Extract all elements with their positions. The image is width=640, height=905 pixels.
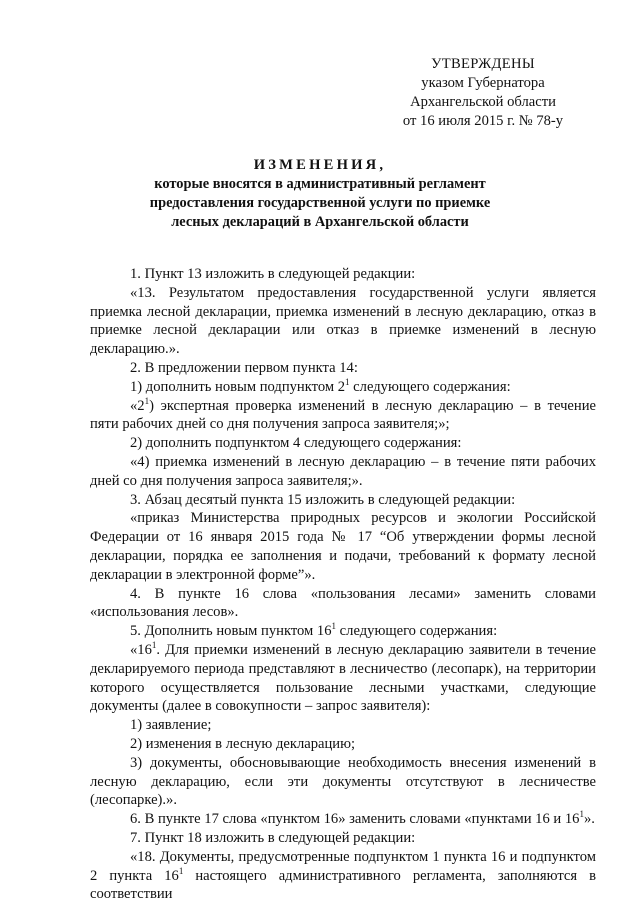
paragraph-18 [90, 848, 596, 904]
approval-title: УТВЕРЖДЕНЫ [431, 56, 535, 72]
superscript: 1 [151, 639, 157, 650]
paragraph-4-text-a: 1) дополнить новым подпунктом 2 [130, 378, 346, 395]
paragraph-4-text-b: следующего содержания: [349, 378, 511, 395]
paragraph-8: 3. Абзац десятый пункта 15 изложить в следующей редакции: [130, 491, 516, 508]
heading-line-1: которые вносятся в административный регламент [154, 176, 486, 192]
approval-stamp [383, 55, 583, 131]
paragraph-5-text-a: «2 [130, 397, 145, 414]
superscript: 1 [345, 376, 350, 387]
paragraph-5 [90, 397, 596, 435]
superscript: 1 [178, 865, 184, 876]
paragraph-12-text-a: «16 [130, 641, 152, 658]
paragraph-10: 4. В пункте 16 слова «пользования лесами» заменить словами «использования лесов». [90, 585, 596, 621]
paragraph-5-text-b: ) экспертная проверка изменений в лесную декларацию – в течение пяти рабочих дней со дня получения запроса заявителя;»; [90, 397, 596, 433]
heading-line-2: предоставления государственной услуги по приемке [149, 195, 491, 211]
paragraph-17: 7. Пункт 18 изложить в следующей редакции: [130, 829, 416, 846]
paragraph-1: 1. Пункт 13 изложить в следующей редакции: [130, 266, 416, 282]
paragraph-6: 2) дополнить подпунктом 4 следующего содержания: [130, 435, 462, 452]
paragraph-13: 1) заявление; [130, 717, 212, 734]
superscript: 1 [331, 621, 337, 632]
approval-date: от 16 июля 2015 г. № 78-у [402, 113, 564, 129]
paragraph-15: 3) документы, обосновывающие необходимость внесения изменений в лесную декларацию, если эти документы отсутствуют в лесничестве (лесопарке).». [90, 754, 596, 809]
paragraph-18-text-b: настоящего административного регламента, заполняются в соответствии [90, 867, 596, 903]
paragraph-7: «4) приемка изменений в лесную декларацию – в течение пяти рабочих дней со дня получения запроса заявителя;». [90, 453, 596, 489]
heading-line-3: лесных деклараций в Архангельской области [171, 214, 469, 230]
paragraph-16-text-a: 6. В пункте 17 слова «пунктом 16» заменить словами «пунктами 16 и 16 [130, 811, 580, 828]
approval-region: Архангельской области [410, 94, 556, 110]
document-body [90, 265, 596, 904]
paragraph-18-text-a: «18. Документы, предусмотренные подпунктом 1 пункта 16 и подпунктом 2 пункта 16 [90, 848, 596, 884]
paragraph-11-text-b: следующего содержания: [336, 623, 498, 640]
approval-authority: указом Губернатора [421, 75, 545, 91]
paragraph-3: 2. В предложении первом пункта 14: [130, 359, 358, 376]
document-heading [90, 156, 550, 232]
paragraph-11 [90, 622, 596, 641]
paragraph-12-text-b: . Для приемки изменений в лесную декларацию заявители в течение декларируемого периода представляют в лесничество (лесопарк), на территории которого осуществляется пользование лесными участками, следующие документы (далее в совокупности – запрос заявителя): [90, 641, 596, 715]
paragraph-9: «приказ Министерства природных ресурсов и экологии Российской Федерации от 16 января 2015 года № 17 “Об утверждении формы лесной декларации, порядка ее заполнения и подачи, требований к формату лесной декларации в электронной форме”». [90, 510, 596, 583]
superscript: 1 [144, 395, 150, 406]
paragraph-14: 2) изменения в лесную декларацию; [130, 735, 356, 752]
paragraph-12 [90, 641, 596, 716]
paragraph-4 [90, 378, 596, 397]
heading-title: ИЗМЕНЕНИЯ, [253, 157, 387, 173]
paragraph-11-text-a: 5. Дополнить новым пунктом 16 [130, 623, 332, 640]
paragraph-2: «13. Результатом предоставления государственной услуги является приемка лесной декларации, приемка изменений в лесную декларацию, отказ в приемке лесной декларации или отказ в приемке изменений в лесную декларацию.». [90, 284, 596, 358]
paragraph-16-text-b: ». [583, 811, 595, 828]
paragraph-16 [90, 810, 596, 829]
superscript: 1 [579, 809, 584, 820]
